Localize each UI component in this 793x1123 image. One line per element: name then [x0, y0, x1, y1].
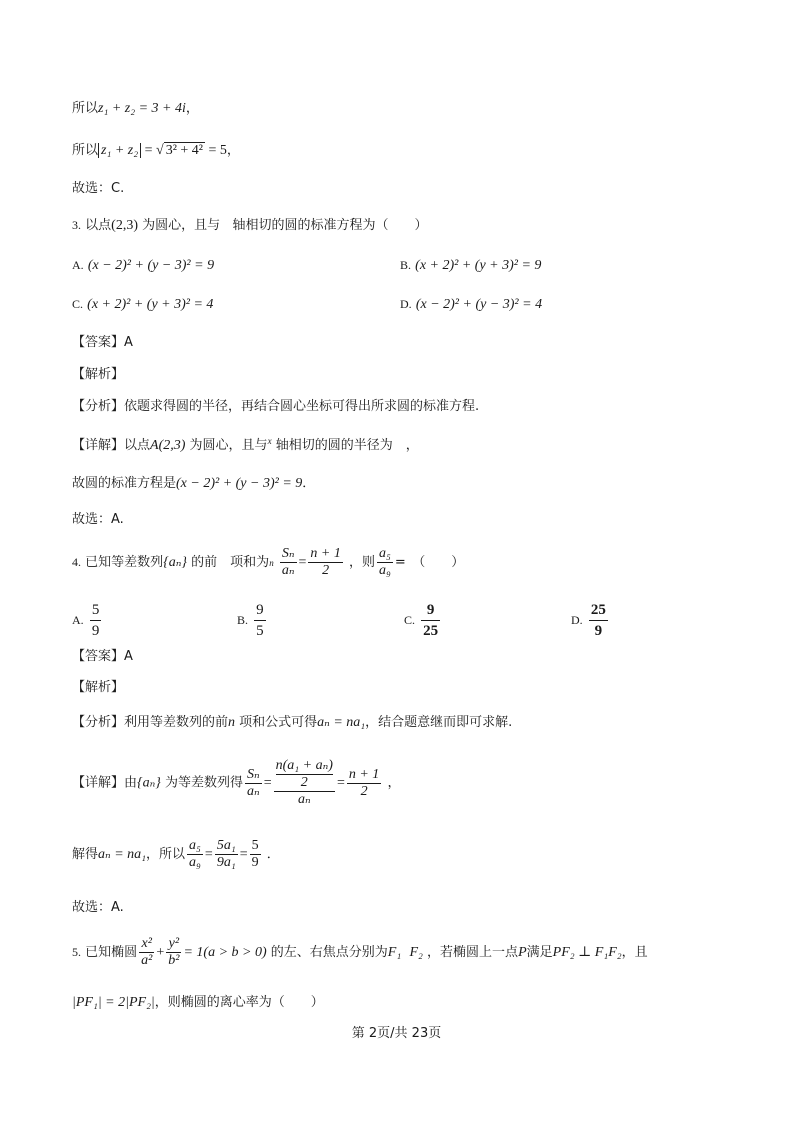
numerator: y² — [166, 936, 181, 953]
math-sqrt: 3² + 4² — [165, 143, 203, 158]
option-label: A. — [72, 258, 84, 272]
inner-numerator: n(a₁ + aₙ) — [275, 758, 333, 773]
conclusion-line — [72, 475, 315, 493]
detail-text: 为圆心，且与 — [189, 438, 268, 453]
numerator: a₅ — [189, 838, 201, 853]
fraction — [166, 936, 181, 969]
numerator: 5 — [90, 600, 102, 621]
option-label: D. — [400, 297, 412, 311]
option-eq: (x + 2)² + (y + 3)² = 4 — [87, 297, 214, 312]
fraction — [347, 767, 381, 800]
math-p: P — [518, 945, 527, 960]
fraction-compound — [274, 758, 335, 808]
analysis-fenxi: 【分析】依题求得圆的半径，再结合圆心坐标可得出所求圆的标准方程. — [72, 399, 480, 414]
choose-line: 故选：A. — [72, 900, 124, 915]
option-eq: (x − 2)² + (y − 3)² = 4 — [415, 297, 543, 312]
stem-text: 轴相切的圆的标准方程为（ ） — [232, 218, 428, 233]
math-point: (2,3) — [111, 218, 138, 233]
stem-text: ，则 — [349, 555, 376, 570]
math-result: = 5 — [204, 143, 227, 158]
denominator: 25 — [423, 623, 439, 639]
question-number: 4. — [72, 555, 81, 569]
denominator: a₉ — [189, 855, 201, 870]
solve-text: ． — [266, 847, 280, 862]
detail-text: 为等差数列得 — [165, 775, 244, 791]
fraction — [245, 767, 262, 800]
solve-line: 解得aₙ = na₁，所以 $\frac{\text{a₅}}{\text{a₉}}$ = $\frac{\text{5a₁}}{\text{9a₁}}$ = $\frac{5}{9}$ ． — [72, 838, 280, 870]
denominator: aₙ — [297, 792, 311, 807]
question-number: 3. — [72, 218, 81, 232]
denominator: 2 — [360, 783, 368, 799]
math-eq: aₙ = na₁ — [98, 847, 147, 862]
question-4-stem — [72, 546, 464, 579]
option-a — [72, 258, 214, 274]
conclusion-eq: (x − 2)² + (y − 3)² = 9 — [176, 476, 303, 491]
detail-text: 【详解】由 — [72, 775, 138, 791]
math-condition: = 1(a > b > 0) — [183, 945, 267, 960]
numerator: Sₙ — [281, 546, 295, 561]
fraction — [139, 936, 154, 969]
numerator: 25 — [589, 600, 608, 621]
answer-line: 【答案】A — [72, 649, 133, 664]
option-label: C. — [72, 297, 84, 311]
denominator: 9a₁ — [216, 855, 236, 870]
denominator: 5 — [256, 623, 264, 639]
page-footer: 第 2页/共 23页 — [351, 1026, 442, 1041]
option-label: C. — [404, 613, 416, 627]
math-n: n — [228, 715, 236, 730]
stem-text: ，若椭圆上一点 — [427, 945, 519, 960]
denominator: 9 — [91, 623, 100, 639]
plus: + — [156, 945, 165, 960]
numerator: Sₙ — [247, 766, 260, 782]
numerator: 9 — [254, 600, 266, 621]
detail-text: 轴相切的圆的半径为 ， — [275, 438, 419, 453]
text-prefix: 所以 — [72, 143, 99, 158]
analysis-title: 【解析】 — [72, 680, 125, 695]
fraction — [308, 546, 342, 579]
question-3-stem — [72, 216, 428, 235]
math-n: n — [269, 558, 274, 568]
stem-text: ，且 — [621, 945, 648, 960]
analysis-fenxi — [72, 714, 512, 732]
math-seq: {aₙ} — [137, 775, 161, 791]
option-d — [571, 600, 610, 641]
math-perp: PF₂ ⊥ F₁F₂ — [552, 945, 622, 960]
option-b — [237, 600, 268, 641]
numerator — [274, 758, 335, 792]
question-5-stem-line2 — [72, 994, 324, 1012]
solve-text: ，所以 — [146, 847, 186, 862]
option-eq: (x + 2)² + (y + 3)² = 9 — [415, 258, 542, 273]
detail-text: ， — [387, 775, 401, 791]
numerator: 5a₁ — [216, 838, 236, 853]
solution-line-sum — [72, 100, 199, 118]
option-c — [404, 600, 442, 641]
denominator: 9 — [251, 855, 259, 870]
option-label: B. — [237, 613, 249, 627]
text-suffix: ， — [185, 101, 199, 116]
option-a — [72, 600, 103, 641]
choose-line: 故选：C. — [72, 181, 125, 196]
fraction — [421, 600, 440, 641]
option-d — [400, 297, 542, 313]
fenxi-text: 项和公式可得 — [239, 715, 318, 730]
numerator: x² — [139, 936, 154, 953]
text-suffix: ， — [226, 143, 240, 158]
option-label: D. — [571, 613, 583, 627]
fraction — [90, 600, 102, 641]
denominator: aₙ — [247, 783, 260, 799]
denominator: 2 — [322, 563, 330, 578]
answer-line: 【答案】A — [72, 335, 133, 350]
question-number: 5. — [72, 945, 81, 959]
stem-text: = （ ） — [394, 555, 465, 570]
fraction — [589, 600, 608, 641]
math-sum: z₁ + z₂ = 3 + 4i — [98, 101, 186, 116]
denominator: a² — [141, 953, 153, 968]
math-f2: F₂ — [409, 945, 423, 960]
math-eq: aₙ = na₁ — [317, 715, 366, 730]
stem-text: 已知等差数列 — [85, 555, 164, 570]
math-eq: = — [141, 143, 156, 158]
option-eq: (x − 2)² + (y − 3)² = 9 — [87, 258, 215, 273]
stem-text: 的左、右焦点分别为 — [270, 945, 388, 960]
option-b — [400, 258, 541, 274]
stem-text: 满足 — [526, 945, 553, 960]
fenxi-text: 【分析】利用等差数列的前 — [72, 715, 229, 730]
analysis-detail — [72, 432, 419, 455]
inner-denominator: 2 — [300, 775, 308, 790]
question-5-stem — [72, 936, 648, 969]
math-point: A(2,3) — [150, 438, 186, 453]
stem-text: ，则椭圆的离心率为（ ） — [154, 995, 324, 1010]
math-eq: |PF₁| = 2|PF₂| — [72, 995, 155, 1010]
option-label: B. — [400, 258, 412, 272]
stem-text: 的前 项和为 — [191, 555, 270, 570]
analysis-detail: 【详解】由{aₙ} 为等差数列得 $\frac{\text{Sₙ}}{\text{aₙ}}$ = n(a₁ + aₙ) 2 aₙ = $\frac{n + 1}{2}$ ， — [72, 758, 401, 807]
solve-text: 解得 — [72, 847, 99, 862]
math-x: x — [267, 436, 272, 446]
choose-line: 故选：A. — [72, 512, 124, 527]
option-label: A. — [72, 613, 84, 627]
denominator: b² — [168, 953, 180, 968]
fraction — [215, 838, 238, 871]
numerator: 9 — [421, 600, 440, 621]
denominator: 9 — [594, 623, 603, 639]
stem-text: 为圆心，且与 — [142, 218, 221, 233]
detail-text: 【详解】以点 — [72, 438, 151, 453]
solution-line-modulus — [72, 142, 240, 160]
analysis-title: 【解析】 — [72, 367, 125, 382]
fraction — [187, 838, 203, 871]
fraction — [250, 838, 261, 871]
math-seq: {aₙ} — [163, 555, 188, 570]
stem-text: 已知椭圆 — [85, 945, 138, 960]
equals: = — [298, 555, 307, 570]
numerator: a₅ — [379, 546, 391, 561]
conclusion-text: ． — [302, 476, 316, 491]
math-f1: F₁ — [387, 945, 402, 960]
sqrt-sign: √ — [156, 143, 164, 158]
numerator: 5 — [251, 838, 259, 853]
denominator: a₉ — [379, 563, 391, 578]
denominator: aₙ — [281, 563, 295, 578]
fraction — [254, 600, 266, 641]
math-abs: z₁ + z₂ — [98, 143, 141, 158]
numerator: n + 1 — [348, 766, 380, 782]
text-prefix: 所以 — [72, 101, 99, 116]
fenxi-text: ，结合题意继而即可求解. — [365, 715, 513, 730]
stem-text: 以点 — [85, 218, 112, 233]
numerator: n + 1 — [310, 546, 341, 561]
conclusion-text: 故圆的标准方程是 — [72, 476, 177, 491]
fraction — [377, 546, 393, 579]
option-c — [72, 297, 213, 313]
fraction — [280, 546, 297, 579]
